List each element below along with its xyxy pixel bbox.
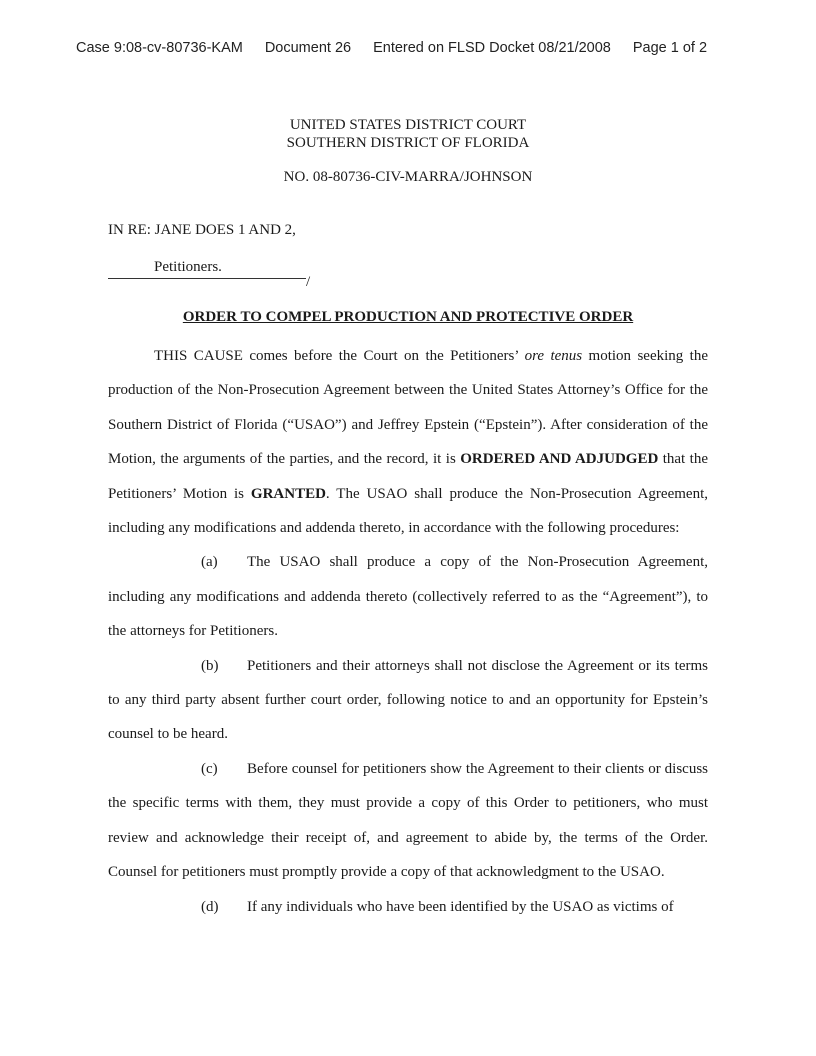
order-body — [108, 339, 708, 924]
item-text: The USAO shall produce a copy of the Non-Prosecution Agreement, including any modifications and addenda thereto (collectively referred to as the “Agreement”), to the attorneys for Petitioners. — [108, 554, 708, 640]
item-label: (b) — [201, 657, 219, 674]
caption-divider-line — [108, 278, 306, 279]
case-number-header: Case 9:08-cv-80736-KAM — [76, 40, 243, 56]
page-indicator: Page 1 of 2 — [632, 40, 708, 56]
party-designation: Petitioners. — [154, 259, 222, 275]
court-district: SOUTHERN DISTRICT OF FLORIDA — [286, 135, 530, 151]
item-text: If any individuals who have been identified by the USAO as victims of — [247, 898, 674, 915]
docket-header — [76, 40, 756, 56]
list-item — [108, 890, 708, 924]
court-name: UNITED STATES DISTRICT COURT — [289, 117, 527, 133]
item-text: Petitioners and their attorneys shall not disclose the Agreement or its terms to any third party absent further court order, following notice to and an opportunity for Epstein’s counsel to be heard. — [108, 657, 708, 743]
case-caption: IN RE: JANE DOES 1 AND 2, — [108, 222, 296, 238]
order-title: ORDER TO COMPEL PRODUCTION AND PROTECTIVE ORDER — [182, 309, 634, 325]
intro-text-1: THIS CAUSE comes before the Court on the Petitioners’ — [154, 348, 525, 364]
list-item — [108, 649, 708, 752]
intro-text-4: . The USAO shall produce the Non-Prosecution Agreement, including any modifications and addenda thereto, in accordance with the following procedures: — [108, 485, 708, 537]
item-label: (c) — [201, 760, 218, 777]
item-label: (a) — [201, 554, 218, 571]
list-item — [108, 545, 708, 648]
intro-text-2: motion seeking the production of the Non-Prosecution Agreement between the United States Attorney’s Office for the Southern District of Florida (“USAO”) and Jeffrey Epstein (“Epstein”). After consideration of the Motion, the arguments of the parties, and the record, it is — [108, 348, 708, 468]
item-text: Before counsel for petitioners show the Agreement to their clients or discuss the specific terms with them, they must provide a copy of this Order to petitioners, who must review and acknowledge their receipt of, and agreement to abide by, the terms of the Order. Counsel for petitioners must promptly provide a copy of that acknowledgment to the USAO. — [108, 760, 708, 881]
document-number: Document 26 — [264, 40, 352, 56]
item-label: (d) — [201, 898, 219, 915]
intro-paragraph — [108, 339, 708, 545]
docket-entry-date: Entered on FLSD Docket 08/21/2008 — [373, 40, 611, 56]
intro-bold-granted: GRANTED — [250, 485, 326, 502]
list-item — [108, 752, 708, 890]
intro-bold-ordered: ORDERED AND ADJUDGED — [460, 451, 659, 468]
caption-slash: / — [306, 274, 311, 290]
case-number: NO. 08-80736-CIV-MARRA/JOHNSON — [283, 169, 533, 185]
intro-text-3: that the Petitioners’ Motion is — [108, 451, 708, 502]
intro-italic: ore tenus — [524, 348, 583, 364]
